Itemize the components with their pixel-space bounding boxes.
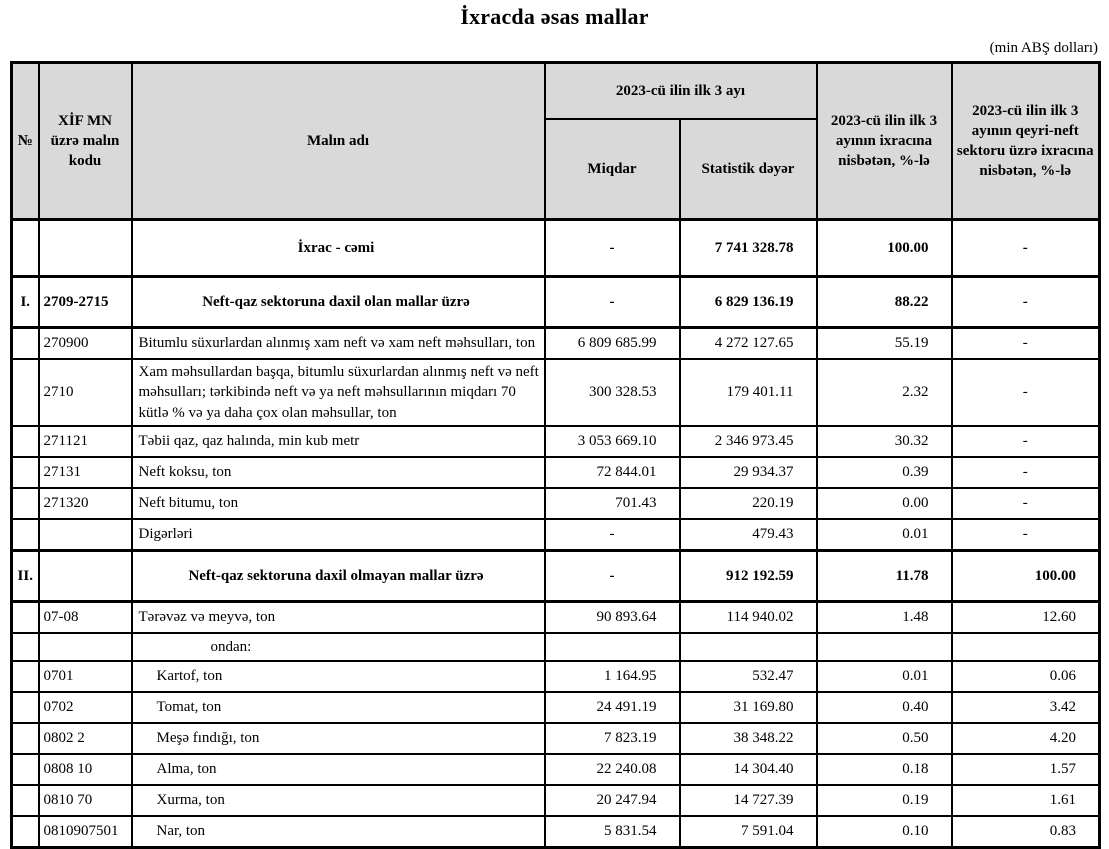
table-row bbox=[12, 488, 1100, 519]
cell-qty: 7 823.19 bbox=[545, 723, 680, 754]
cell-pct: 0.01 bbox=[817, 519, 952, 551]
cell-name: Tərəvəz və meyvə, ton bbox=[132, 601, 545, 633]
cell-name: Neft-qaz sektoruna daxil olan mallar üzrə bbox=[132, 277, 545, 328]
table-row bbox=[12, 550, 1100, 601]
cell-pct: 0.00 bbox=[817, 488, 952, 519]
header-pct-nonoil: 2023-cü ilin ilk 3 ayının qeyri-neft sektoru üzrə ixracına nisbətən, %-lə bbox=[952, 63, 1100, 220]
cell-pct: 2.32 bbox=[817, 359, 952, 426]
cell-name: Meşə fındığı, ton bbox=[132, 723, 545, 754]
cell-nonoil bbox=[952, 633, 1100, 661]
cell-no bbox=[12, 723, 39, 754]
cell-no bbox=[12, 633, 39, 661]
cell-nonoil: 0.06 bbox=[952, 661, 1100, 692]
cell-value: 7 591.04 bbox=[680, 816, 817, 848]
cell-nonoil: - bbox=[952, 359, 1100, 426]
table-row bbox=[12, 692, 1100, 723]
cell-code: 271320 bbox=[39, 488, 132, 519]
cell-nonoil: 1.61 bbox=[952, 785, 1100, 816]
cell-value: 38 348.22 bbox=[680, 723, 817, 754]
cell-code: 2710 bbox=[39, 359, 132, 426]
cell-name: ondan: bbox=[132, 633, 545, 661]
cell-pct: 1.48 bbox=[817, 601, 952, 633]
table-row bbox=[12, 601, 1100, 633]
cell-pct: 0.01 bbox=[817, 661, 952, 692]
cell-value: 479.43 bbox=[680, 519, 817, 551]
cell-qty: - bbox=[545, 277, 680, 328]
cell-name: Tomat, ton bbox=[132, 692, 545, 723]
cell-nonoil: - bbox=[952, 426, 1100, 457]
cell-value: 179 401.11 bbox=[680, 359, 817, 426]
table-header bbox=[12, 63, 1100, 220]
cell-pct: 100.00 bbox=[817, 220, 952, 277]
cell-nonoil: - bbox=[952, 488, 1100, 519]
page-title: İxracda əsas mallar bbox=[460, 4, 649, 29]
cell-qty: 24 491.19 bbox=[545, 692, 680, 723]
cell-no bbox=[12, 488, 39, 519]
cell-qty: 5 831.54 bbox=[545, 816, 680, 848]
cell-code: 07-08 bbox=[39, 601, 132, 633]
cell-name: Kartof, ton bbox=[132, 661, 545, 692]
table-row bbox=[12, 754, 1100, 785]
cell-qty: 300 328.53 bbox=[545, 359, 680, 426]
cell-qty: - bbox=[545, 220, 680, 277]
cell-qty: - bbox=[545, 519, 680, 551]
cell-pct: 11.78 bbox=[817, 550, 952, 601]
cell-no bbox=[12, 220, 39, 277]
cell-qty bbox=[545, 633, 680, 661]
table-row bbox=[12, 426, 1100, 457]
cell-value: 14 727.39 bbox=[680, 785, 817, 816]
cell-pct: 30.32 bbox=[817, 426, 952, 457]
cell-qty: 90 893.64 bbox=[545, 601, 680, 633]
cell-no bbox=[12, 426, 39, 457]
table-row bbox=[12, 816, 1100, 848]
cell-qty: 20 247.94 bbox=[545, 785, 680, 816]
cell-nonoil: 12.60 bbox=[952, 601, 1100, 633]
header-stat-value: Statistik dəyər bbox=[680, 119, 817, 220]
table-row bbox=[12, 328, 1100, 360]
header-no: № bbox=[12, 63, 39, 220]
cell-pct: 55.19 bbox=[817, 328, 952, 360]
cell-value: 6 829 136.19 bbox=[680, 277, 817, 328]
cell-qty: - bbox=[545, 550, 680, 601]
cell-nonoil: 0.83 bbox=[952, 816, 1100, 848]
cell-no bbox=[12, 328, 39, 360]
cell-value: 14 304.40 bbox=[680, 754, 817, 785]
cell-code bbox=[39, 550, 132, 601]
cell-pct: 0.50 bbox=[817, 723, 952, 754]
cell-name: Bitumlu süxurlardan alınmış xam neft və xam neft məhsulları, ton bbox=[132, 328, 545, 360]
table-row bbox=[12, 519, 1100, 551]
cell-name: Təbii qaz, qaz halında, min kub metr bbox=[132, 426, 545, 457]
header-period-group: 2023-cü ilin ilk 3 ayı bbox=[545, 63, 817, 120]
cell-pct: 0.19 bbox=[817, 785, 952, 816]
cell-value: 29 934.37 bbox=[680, 457, 817, 488]
cell-name: Neft koksu, ton bbox=[132, 457, 545, 488]
cell-qty: 22 240.08 bbox=[545, 754, 680, 785]
table-row bbox=[12, 723, 1100, 754]
cell-code: 2709-2715 bbox=[39, 277, 132, 328]
header-qty: Miqdar bbox=[545, 119, 680, 220]
cell-name: Neft bitumu, ton bbox=[132, 488, 545, 519]
cell-value: 532.47 bbox=[680, 661, 817, 692]
cell-name: Alma, ton bbox=[132, 754, 545, 785]
cell-code: 271121 bbox=[39, 426, 132, 457]
cell-value: 220.19 bbox=[680, 488, 817, 519]
cell-value: 2 346 973.45 bbox=[680, 426, 817, 457]
table-row bbox=[12, 359, 1100, 426]
cell-pct: 0.39 bbox=[817, 457, 952, 488]
table-row bbox=[12, 277, 1100, 328]
cell-name: Digərləri bbox=[132, 519, 545, 551]
table-body bbox=[12, 220, 1100, 848]
cell-code: 0810 70 bbox=[39, 785, 132, 816]
cell-qty: 701.43 bbox=[545, 488, 680, 519]
cell-name: Xam məhsullardan başqa, bitumlu süxurlardan alınmış neft və neft məhsulları; tərkibində neft və ya neft məhsullarının miqdarı 70 kütlə % və ya daha çox olan məhsullar, ton bbox=[132, 359, 545, 426]
cell-pct: 0.10 bbox=[817, 816, 952, 848]
table-row bbox=[12, 785, 1100, 816]
cell-pct: 88.22 bbox=[817, 277, 952, 328]
cell-value: 31 169.80 bbox=[680, 692, 817, 723]
cell-nonoil: 1.57 bbox=[952, 754, 1100, 785]
cell-no bbox=[12, 816, 39, 848]
cell-qty: 1 164.95 bbox=[545, 661, 680, 692]
table-row bbox=[12, 661, 1100, 692]
cell-code: 270900 bbox=[39, 328, 132, 360]
cell-qty: 3 053 669.10 bbox=[545, 426, 680, 457]
cell-qty: 6 809 685.99 bbox=[545, 328, 680, 360]
cell-nonoil: - bbox=[952, 220, 1100, 277]
cell-pct bbox=[817, 633, 952, 661]
cell-nonoil: - bbox=[952, 328, 1100, 360]
cell-nonoil: - bbox=[952, 457, 1100, 488]
cell-no bbox=[12, 359, 39, 426]
cell-no bbox=[12, 754, 39, 785]
cell-no bbox=[12, 692, 39, 723]
cell-code bbox=[39, 633, 132, 661]
cell-code bbox=[39, 519, 132, 551]
cell-no bbox=[12, 601, 39, 633]
cell-value: 114 940.02 bbox=[680, 601, 817, 633]
cell-name: Neft-qaz sektoruna daxil olmayan mallar üzrə bbox=[132, 550, 545, 601]
cell-no bbox=[12, 457, 39, 488]
cell-name: İxrac - cəmi bbox=[132, 220, 545, 277]
cell-name: Nar, ton bbox=[132, 816, 545, 848]
cell-code: 0802 2 bbox=[39, 723, 132, 754]
cell-value: 912 192.59 bbox=[680, 550, 817, 601]
cell-value: 4 272 127.65 bbox=[680, 328, 817, 360]
cell-nonoil: 3.42 bbox=[952, 692, 1100, 723]
cell-qty: 72 844.01 bbox=[545, 457, 680, 488]
cell-no bbox=[12, 785, 39, 816]
header-pct-export: 2023-cü ilin ilk 3 ayının ixracına nisbətən, %-lə bbox=[817, 63, 952, 220]
header-code: XİF MN üzrə malın kodu bbox=[39, 63, 132, 220]
cell-code: 0701 bbox=[39, 661, 132, 692]
cell-no bbox=[12, 661, 39, 692]
header-name: Malın adı bbox=[132, 63, 545, 220]
cell-nonoil: 4.20 bbox=[952, 723, 1100, 754]
cell-code: 27131 bbox=[39, 457, 132, 488]
cell-no bbox=[12, 519, 39, 551]
cell-value bbox=[680, 633, 817, 661]
cell-code: 0808 10 bbox=[39, 754, 132, 785]
cell-pct: 0.18 bbox=[817, 754, 952, 785]
cell-nonoil: - bbox=[952, 277, 1100, 328]
cell-name: Xurma, ton bbox=[132, 785, 545, 816]
cell-no: I. bbox=[12, 277, 39, 328]
exports-table bbox=[10, 61, 1101, 849]
unit-note: (min ABŞ dolları) bbox=[989, 40, 1098, 56]
table-row bbox=[12, 220, 1100, 277]
cell-nonoil: 100.00 bbox=[952, 550, 1100, 601]
cell-code: 0702 bbox=[39, 692, 132, 723]
cell-code bbox=[39, 220, 132, 277]
cell-nonoil: - bbox=[952, 519, 1100, 551]
cell-pct: 0.40 bbox=[817, 692, 952, 723]
cell-code: 0810907501 bbox=[39, 816, 132, 848]
table-row bbox=[12, 633, 1100, 661]
cell-value: 7 741 328.78 bbox=[680, 220, 817, 277]
table-row bbox=[12, 457, 1100, 488]
cell-no: II. bbox=[12, 550, 39, 601]
